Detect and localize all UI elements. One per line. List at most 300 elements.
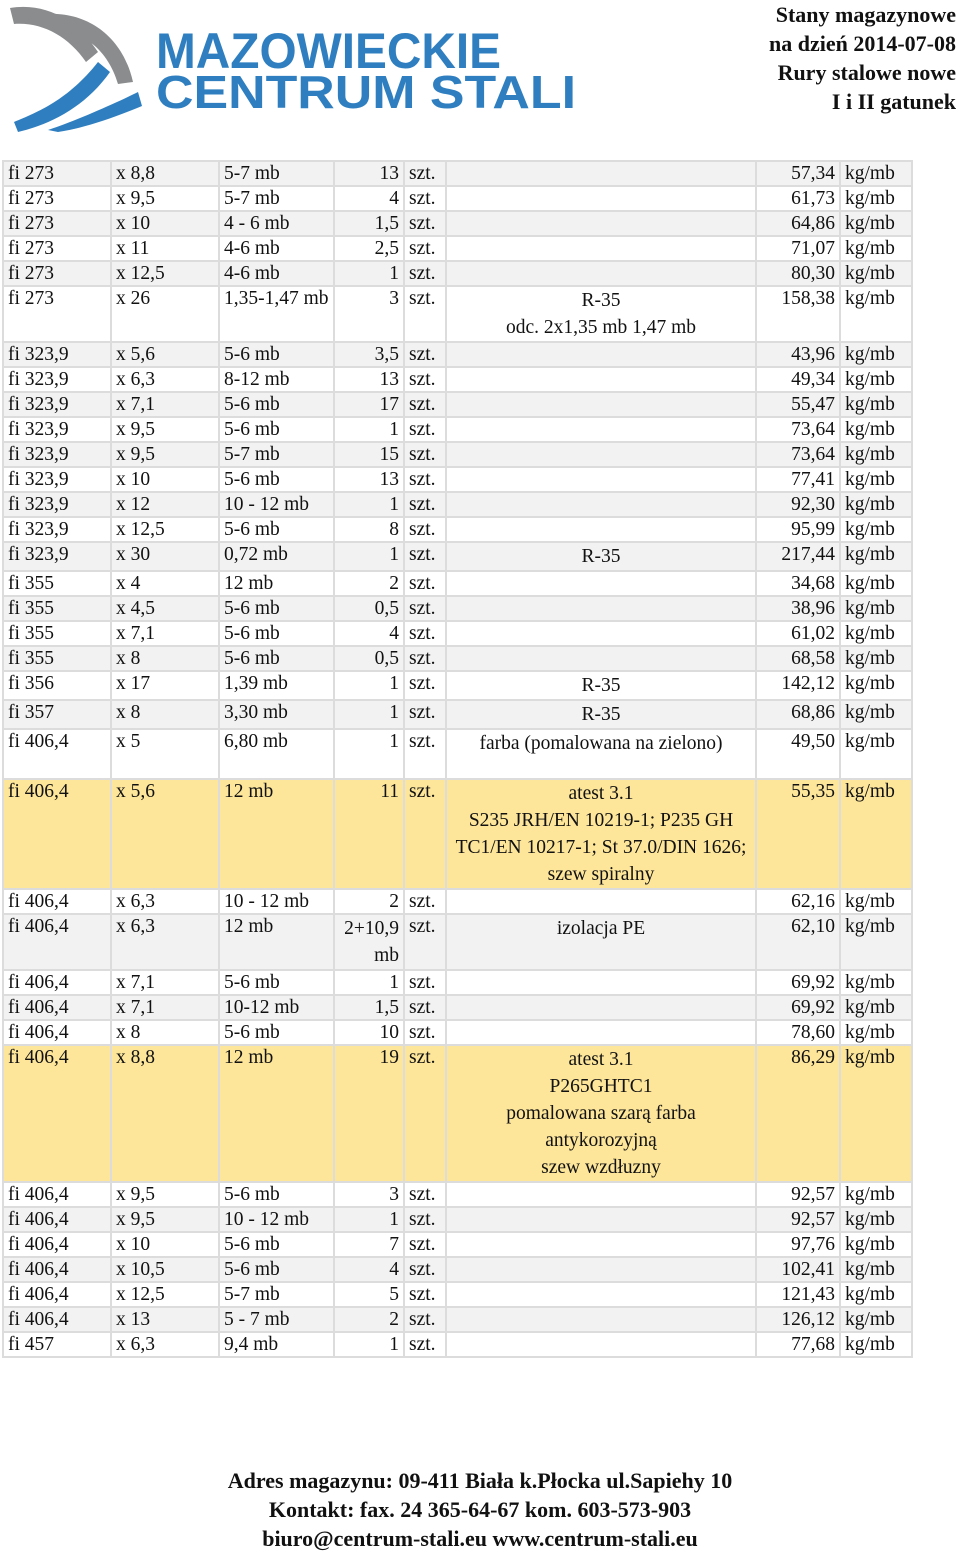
table-row (3, 286, 912, 342)
cell-quantity: 2+10,9 mb (334, 914, 404, 970)
table-row (3, 367, 912, 392)
cell-weight: 158,38 (756, 286, 840, 342)
cell-length: 6,80 mb (219, 729, 334, 779)
cell-unit: szt. (404, 417, 446, 442)
cell-diameter: fi 355 (3, 646, 111, 671)
cell-weight-unit: kg/mb (840, 161, 912, 186)
cell-wall: x 13 (111, 1307, 219, 1332)
cell-quantity: 13 (334, 367, 404, 392)
cell-unit: szt. (404, 995, 446, 1020)
cell-length: 5-7 mb (219, 186, 334, 211)
cell-weight: 69,92 (756, 995, 840, 1020)
cell-weight: 55,35 (756, 779, 840, 889)
cell-weight: 86,29 (756, 1045, 840, 1182)
cell-wall: x 6,3 (111, 1332, 219, 1357)
stock-table-body (3, 161, 912, 1357)
cell-note: atest 3.1 S235 JRH/EN 10219-1; P235 GH TC1/EN 10217-1; St 37.0/DIN 1626; szew spiralny (446, 779, 756, 889)
footer-web: biuro@centrum-stali.eu www.centrum-stali.eu (262, 1526, 698, 1551)
cell-wall: x 30 (111, 542, 219, 571)
cell-wall: x 10 (111, 211, 219, 236)
cell-unit: szt. (404, 596, 446, 621)
table-row (3, 671, 912, 700)
cell-length: 5-6 mb (219, 1020, 334, 1045)
cell-weight: 217,44 (756, 542, 840, 571)
cell-unit: szt. (404, 186, 446, 211)
cell-length: 10 - 12 mb (219, 492, 334, 517)
cell-length: 5-6 mb (219, 1182, 334, 1207)
cell-unit: szt. (404, 729, 446, 779)
title-line: Stany magazynowe (775, 2, 956, 27)
cell-length: 5-6 mb (219, 517, 334, 542)
cell-weight-unit: kg/mb (840, 367, 912, 392)
cell-weight-unit: kg/mb (840, 1307, 912, 1332)
cell-unit: szt. (404, 236, 446, 261)
cell-unit: szt. (404, 571, 446, 596)
cell-quantity: 4 (334, 186, 404, 211)
cell-unit: szt. (404, 779, 446, 889)
cell-weight: 49,34 (756, 367, 840, 392)
cell-weight: 92,30 (756, 492, 840, 517)
cell-note (446, 596, 756, 621)
table-row (3, 1282, 912, 1307)
cell-note (446, 995, 756, 1020)
cell-wall: x 7,1 (111, 392, 219, 417)
cell-wall: x 4,5 (111, 596, 219, 621)
table-row (3, 1307, 912, 1332)
cell-unit: szt. (404, 261, 446, 286)
cell-note: R-35 odc. 2x1,35 mb 1,47 mb (446, 286, 756, 342)
cell-length: 5-6 mb (219, 1257, 334, 1282)
cell-quantity: 2 (334, 571, 404, 596)
cell-diameter: fi 273 (3, 211, 111, 236)
stock-table (2, 160, 913, 1358)
cell-unit: szt. (404, 970, 446, 995)
cell-weight-unit: kg/mb (840, 236, 912, 261)
cell-diameter: fi 406,4 (3, 1307, 111, 1332)
cell-length: 5-6 mb (219, 621, 334, 646)
cell-quantity: 15 (334, 442, 404, 467)
cell-length: 5 - 7 mb (219, 1307, 334, 1332)
cell-diameter: fi 323,9 (3, 442, 111, 467)
cell-weight: 68,86 (756, 700, 840, 729)
table-row (3, 700, 912, 729)
cell-diameter: fi 273 (3, 186, 111, 211)
cell-wall: x 5,6 (111, 342, 219, 367)
cell-diameter: fi 406,4 (3, 1232, 111, 1257)
cell-diameter: fi 323,9 (3, 517, 111, 542)
cell-weight-unit: kg/mb (840, 995, 912, 1020)
cell-quantity: 4 (334, 1257, 404, 1282)
cell-length: 5-6 mb (219, 970, 334, 995)
cell-unit: szt. (404, 492, 446, 517)
cell-wall: x 5 (111, 729, 219, 779)
cell-note: izolacja PE (446, 914, 756, 970)
cell-weight-unit: kg/mb (840, 889, 912, 914)
cell-note (446, 1282, 756, 1307)
cell-weight-unit: kg/mb (840, 392, 912, 417)
cell-wall: x 9,5 (111, 417, 219, 442)
title-line: Rury stalowe nowe (777, 60, 956, 85)
cell-diameter: fi 406,4 (3, 779, 111, 889)
cell-wall: x 7,1 (111, 970, 219, 995)
cell-weight: 62,10 (756, 914, 840, 970)
cell-weight: 78,60 (756, 1020, 840, 1045)
cell-unit: szt. (404, 367, 446, 392)
cell-weight: 126,12 (756, 1307, 840, 1332)
table-row (3, 995, 912, 1020)
cell-diameter: fi 323,9 (3, 342, 111, 367)
cell-weight: 69,92 (756, 970, 840, 995)
table-row (3, 1182, 912, 1207)
cell-length: 1,35-1,47 mb (219, 286, 334, 342)
cell-note (446, 236, 756, 261)
cell-weight-unit: kg/mb (840, 621, 912, 646)
cell-quantity: 5 (334, 1282, 404, 1307)
cell-unit: szt. (404, 1307, 446, 1332)
cell-length: 5-7 mb (219, 442, 334, 467)
cell-note: R-35 (446, 671, 756, 700)
cell-quantity: 1 (334, 261, 404, 286)
table-row (3, 914, 912, 970)
cell-weight: 73,64 (756, 417, 840, 442)
cell-unit: szt. (404, 914, 446, 970)
cell-diameter: fi 323,9 (3, 417, 111, 442)
cell-diameter: fi 273 (3, 261, 111, 286)
cell-weight: 77,41 (756, 467, 840, 492)
cell-weight-unit: kg/mb (840, 1182, 912, 1207)
cell-wall: x 12,5 (111, 261, 219, 286)
title-line: na dzień 2014-07-08 (769, 31, 956, 56)
cell-weight: 55,47 (756, 392, 840, 417)
cell-wall: x 9,5 (111, 186, 219, 211)
cell-wall: x 12 (111, 492, 219, 517)
cell-note: R-35 (446, 700, 756, 729)
company-logo (8, 2, 578, 132)
cell-note (446, 646, 756, 671)
cell-weight-unit: kg/mb (840, 261, 912, 286)
cell-wall: x 8,8 (111, 1045, 219, 1182)
cell-wall: x 9,5 (111, 442, 219, 467)
cell-unit: szt. (404, 1282, 446, 1307)
cell-quantity: 8 (334, 517, 404, 542)
cell-diameter: fi 323,9 (3, 492, 111, 517)
cell-weight: 102,41 (756, 1257, 840, 1282)
cell-note (446, 367, 756, 392)
cell-weight: 57,34 (756, 161, 840, 186)
report-title (769, 0, 956, 116)
cell-wall: x 17 (111, 671, 219, 700)
cell-diameter: fi 355 (3, 596, 111, 621)
cell-weight-unit: kg/mb (840, 729, 912, 779)
cell-note (446, 571, 756, 596)
cell-weight-unit: kg/mb (840, 211, 912, 236)
cell-length: 5-6 mb (219, 392, 334, 417)
cell-weight: 142,12 (756, 671, 840, 700)
cell-length: 0,72 mb (219, 542, 334, 571)
cell-quantity: 11 (334, 779, 404, 889)
table-row (3, 729, 912, 779)
cell-weight-unit: kg/mb (840, 517, 912, 542)
table-row (3, 517, 912, 542)
cell-unit: szt. (404, 467, 446, 492)
table-row (3, 467, 912, 492)
cell-length: 9,4 mb (219, 1332, 334, 1357)
cell-quantity: 4 (334, 621, 404, 646)
cell-diameter: fi 355 (3, 571, 111, 596)
cell-weight-unit: kg/mb (840, 700, 912, 729)
cell-unit: szt. (404, 342, 446, 367)
cell-quantity: 1 (334, 671, 404, 700)
cell-wall: x 6,3 (111, 889, 219, 914)
cell-weight: 34,68 (756, 571, 840, 596)
cell-unit: szt. (404, 286, 446, 342)
cell-wall: x 12,5 (111, 1282, 219, 1307)
cell-wall: x 7,1 (111, 621, 219, 646)
cell-weight-unit: kg/mb (840, 1282, 912, 1307)
table-row (3, 542, 912, 571)
cell-quantity: 1 (334, 1332, 404, 1357)
table-row (3, 1257, 912, 1282)
cell-unit: szt. (404, 1232, 446, 1257)
cell-note (446, 1257, 756, 1282)
footer-contact: Kontakt: fax. 24 365-64-67 kom. 603-573-903 (268, 1497, 692, 1522)
cell-wall: x 26 (111, 286, 219, 342)
cell-diameter: fi 273 (3, 286, 111, 342)
cell-unit: szt. (404, 1332, 446, 1357)
cell-length: 5-6 mb (219, 646, 334, 671)
cell-length: 4 - 6 mb (219, 211, 334, 236)
cell-wall: x 9,5 (111, 1207, 219, 1232)
cell-weight: 73,64 (756, 442, 840, 467)
cell-weight-unit: kg/mb (840, 646, 912, 671)
cell-diameter: fi 323,9 (3, 392, 111, 417)
cell-weight-unit: kg/mb (840, 417, 912, 442)
cell-diameter: fi 273 (3, 161, 111, 186)
cell-weight: 121,43 (756, 1282, 840, 1307)
cell-diameter: fi 355 (3, 621, 111, 646)
cell-weight-unit: kg/mb (840, 571, 912, 596)
cell-wall: x 8,8 (111, 161, 219, 186)
cell-length: 5-6 mb (219, 596, 334, 621)
cell-wall: x 7,1 (111, 995, 219, 1020)
table-row (3, 1232, 912, 1257)
cell-quantity: 0,5 (334, 646, 404, 671)
cell-note (446, 467, 756, 492)
table-row (3, 571, 912, 596)
cell-diameter: fi 406,4 (3, 1045, 111, 1182)
cell-length: 12 mb (219, 914, 334, 970)
cell-quantity: 7 (334, 1232, 404, 1257)
cell-diameter: fi 406,4 (3, 1257, 111, 1282)
cell-weight: 71,07 (756, 236, 840, 261)
cell-note (446, 161, 756, 186)
cell-weight-unit: kg/mb (840, 342, 912, 367)
cell-length: 12 mb (219, 1045, 334, 1182)
cell-weight: 80,30 (756, 261, 840, 286)
table-row (3, 1332, 912, 1357)
cell-note (446, 492, 756, 517)
cell-note (446, 970, 756, 995)
cell-length: 5-6 mb (219, 417, 334, 442)
cell-unit: szt. (404, 542, 446, 571)
cell-weight: 95,99 (756, 517, 840, 542)
cell-note (446, 1307, 756, 1332)
cell-unit: szt. (404, 517, 446, 542)
cell-unit: szt. (404, 621, 446, 646)
cell-diameter: fi 406,4 (3, 995, 111, 1020)
table-row (3, 1045, 912, 1182)
footer (0, 1466, 960, 1553)
table-row (3, 646, 912, 671)
cell-quantity: 1,5 (334, 995, 404, 1020)
cell-weight-unit: kg/mb (840, 1207, 912, 1232)
cell-diameter: fi 406,4 (3, 1282, 111, 1307)
cell-quantity: 3 (334, 1182, 404, 1207)
cell-weight-unit: kg/mb (840, 492, 912, 517)
cell-note (446, 517, 756, 542)
cell-wall: x 9,5 (111, 1182, 219, 1207)
cell-unit: szt. (404, 646, 446, 671)
table-row (3, 161, 912, 186)
table-row (3, 492, 912, 517)
cell-quantity: 19 (334, 1045, 404, 1182)
table-row (3, 417, 912, 442)
cell-quantity: 1 (334, 970, 404, 995)
logo-mark-icon (10, 7, 142, 132)
table-row (3, 342, 912, 367)
cell-wall: x 4 (111, 571, 219, 596)
cell-diameter: fi 406,4 (3, 970, 111, 995)
cell-quantity: 1 (334, 1207, 404, 1232)
cell-quantity: 2,5 (334, 236, 404, 261)
cell-quantity: 2 (334, 889, 404, 914)
cell-unit: szt. (404, 211, 446, 236)
cell-unit: szt. (404, 671, 446, 700)
cell-quantity: 13 (334, 161, 404, 186)
cell-unit: szt. (404, 1207, 446, 1232)
cell-weight-unit: kg/mb (840, 970, 912, 995)
cell-weight-unit: kg/mb (840, 442, 912, 467)
table-row (3, 211, 912, 236)
cell-quantity: 1 (334, 492, 404, 517)
cell-weight: 62,16 (756, 889, 840, 914)
cell-weight-unit: kg/mb (840, 467, 912, 492)
cell-unit: szt. (404, 392, 446, 417)
cell-weight: 61,73 (756, 186, 840, 211)
cell-quantity: 3,5 (334, 342, 404, 367)
cell-weight: 43,96 (756, 342, 840, 367)
cell-length: 5-7 mb (219, 161, 334, 186)
cell-length: 12 mb (219, 571, 334, 596)
cell-wall: x 12,5 (111, 517, 219, 542)
cell-wall: x 10 (111, 1232, 219, 1257)
cell-quantity: 1,5 (334, 211, 404, 236)
table-row (3, 261, 912, 286)
cell-note (446, 342, 756, 367)
cell-weight-unit: kg/mb (840, 914, 912, 970)
cell-weight-unit: kg/mb (840, 779, 912, 889)
cell-quantity: 3 (334, 286, 404, 342)
cell-note (446, 1182, 756, 1207)
cell-diameter: fi 457 (3, 1332, 111, 1357)
cell-wall: x 6,3 (111, 914, 219, 970)
cell-note (446, 1207, 756, 1232)
cell-quantity: 17 (334, 392, 404, 417)
cell-wall: x 11 (111, 236, 219, 261)
cell-note (446, 442, 756, 467)
cell-note (446, 1020, 756, 1045)
logo-line-2: CENTRUM STALI (156, 66, 576, 118)
cell-diameter: fi 357 (3, 700, 111, 729)
cell-length: 1,39 mb (219, 671, 334, 700)
cell-diameter: fi 323,9 (3, 467, 111, 492)
cell-weight-unit: kg/mb (840, 186, 912, 211)
logo-line-1: MAZOWIECKIE (156, 23, 501, 79)
cell-note (446, 261, 756, 286)
cell-unit: szt. (404, 442, 446, 467)
cell-unit: szt. (404, 1182, 446, 1207)
cell-note: farba (pomalowana na zielono) (446, 729, 756, 779)
cell-note (446, 889, 756, 914)
cell-quantity: 0,5 (334, 596, 404, 621)
cell-weight: 77,68 (756, 1332, 840, 1357)
cell-diameter: fi 273 (3, 236, 111, 261)
cell-wall: x 8 (111, 1020, 219, 1045)
cell-quantity: 1 (334, 729, 404, 779)
table-row (3, 779, 912, 889)
cell-weight-unit: kg/mb (840, 1332, 912, 1357)
table-row (3, 236, 912, 261)
cell-weight-unit: kg/mb (840, 542, 912, 571)
cell-unit: szt. (404, 1045, 446, 1182)
cell-diameter: fi 406,4 (3, 729, 111, 779)
table-row (3, 186, 912, 211)
cell-weight: 38,96 (756, 596, 840, 621)
cell-diameter: fi 406,4 (3, 1207, 111, 1232)
cell-wall: x 8 (111, 700, 219, 729)
title-line: I i II gatunek (831, 89, 956, 114)
cell-note: R-35 (446, 542, 756, 571)
cell-quantity: 1 (334, 700, 404, 729)
cell-note: atest 3.1 P265GHTC1 pomalowana szarą farba antykorozyjną szew wzdłuzny (446, 1045, 756, 1182)
cell-weight-unit: kg/mb (840, 1020, 912, 1045)
cell-diameter: fi 356 (3, 671, 111, 700)
cell-diameter: fi 323,9 (3, 367, 111, 392)
cell-unit: szt. (404, 161, 446, 186)
cell-note (446, 1332, 756, 1357)
cell-length: 5-6 mb (219, 1232, 334, 1257)
cell-quantity: 1 (334, 417, 404, 442)
cell-wall: x 10 (111, 467, 219, 492)
cell-note (446, 186, 756, 211)
cell-unit: szt. (404, 1257, 446, 1282)
cell-diameter: fi 406,4 (3, 889, 111, 914)
cell-unit: szt. (404, 889, 446, 914)
cell-diameter: fi 406,4 (3, 1020, 111, 1045)
cell-note (446, 211, 756, 236)
cell-length: 12 mb (219, 779, 334, 889)
cell-weight: 68,58 (756, 646, 840, 671)
cell-length: 5-6 mb (219, 467, 334, 492)
cell-wall: x 10,5 (111, 1257, 219, 1282)
cell-unit: szt. (404, 700, 446, 729)
footer-address: Adres magazynu: 09-411 Biała k.Płocka ul.Sapiehy 10 (227, 1468, 733, 1493)
cell-weight: 64,86 (756, 211, 840, 236)
cell-weight-unit: kg/mb (840, 1045, 912, 1182)
cell-length: 8-12 mb (219, 367, 334, 392)
cell-weight: 92,57 (756, 1207, 840, 1232)
cell-quantity: 2 (334, 1307, 404, 1332)
